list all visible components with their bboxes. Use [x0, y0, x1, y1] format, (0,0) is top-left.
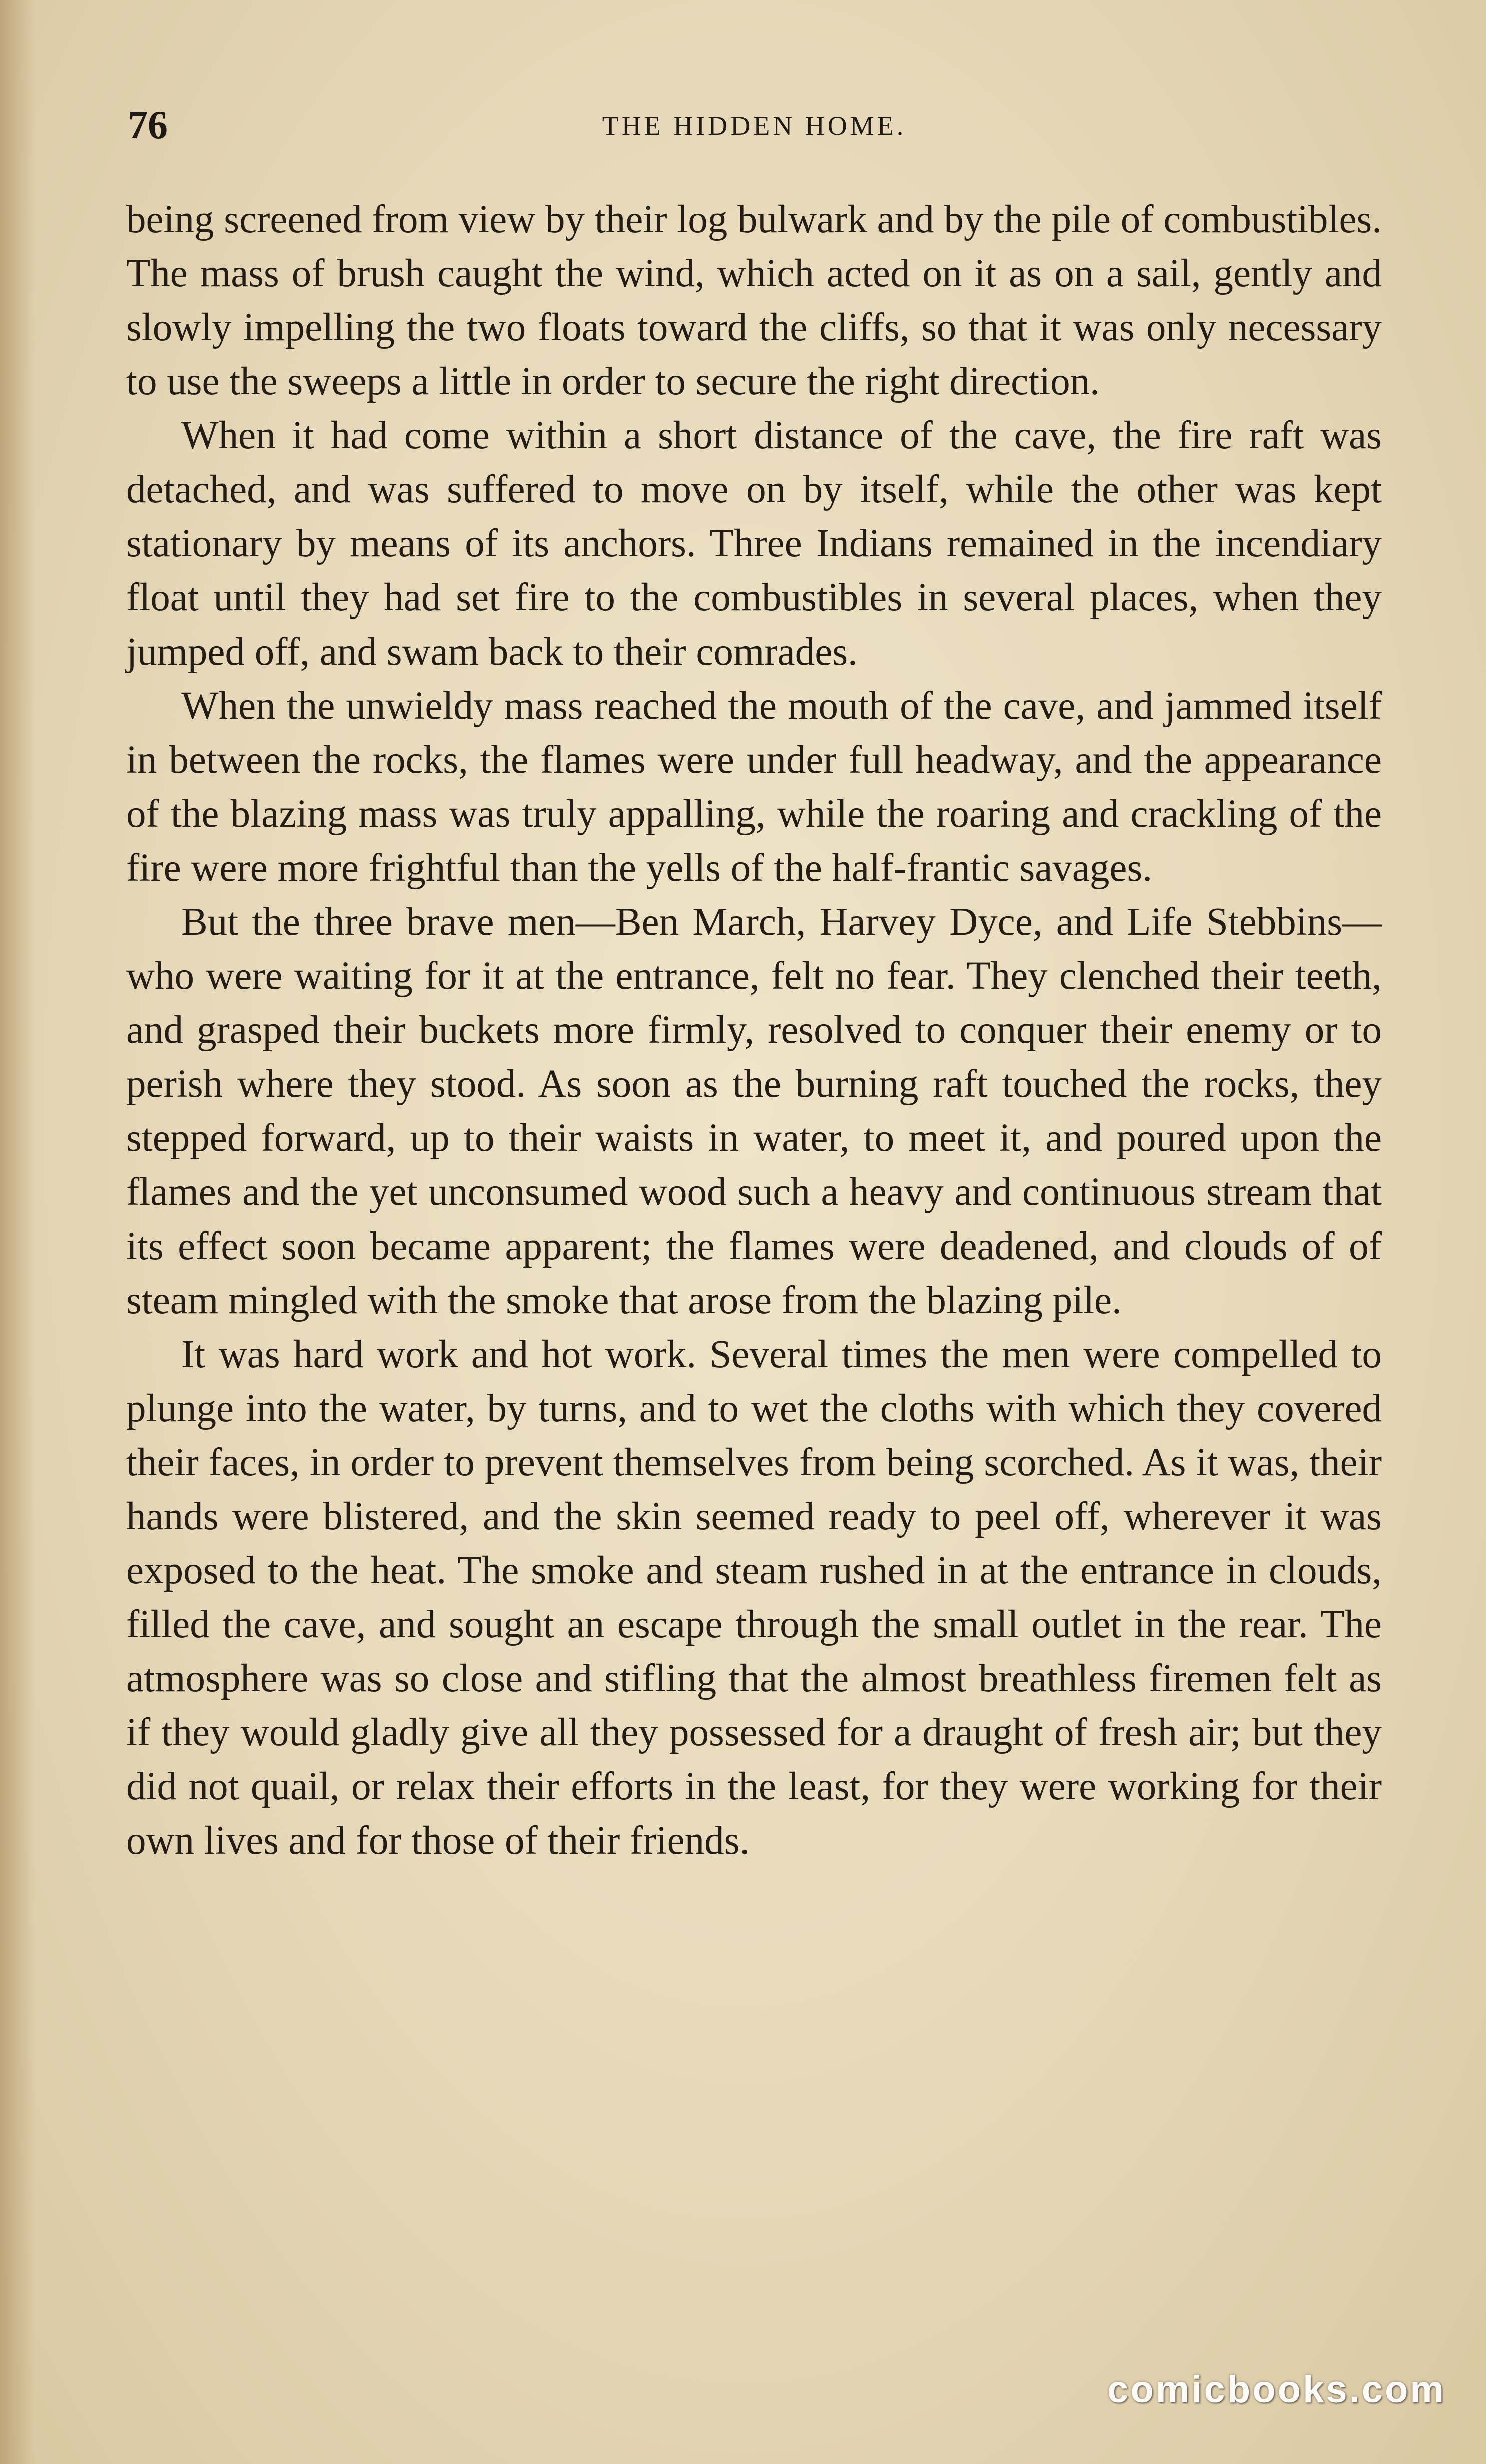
paragraph-2: When it had come within a short distance of the cave, the fire raft was detached, and was suffered to move on by itself, while the other was kept stationary by means of its anchors. Three Indians remained in the incendiary float until they had set fire to the combustibles in several places, when they jumped off, and swam back to their comrades. — [126, 414, 1382, 674]
running-head: THE HIDDEN HOME. — [602, 111, 907, 141]
paragraph-5: It was hard work and hot work. Several times the men were compelled to plunge into the water, by turns, and to wet the cloths with which they covered their faces, in order to prevent themselves from being scorched. As it was, their hands were blistered, and the skin seemed ready to peel off, wherever it was exposed to the heat. The smoke and steam rushed in at the entrance in clouds, filled the cave, and sought an escape through the small outlet in the rear. The atmosphere was so close and stifling that the almost breathless firemen felt as if they would gladly give all they possessed for a draught of fresh air; but they did not quail, or relax their efforts in the least, for they were working for their own lives and for those of their friends. — [126, 1333, 1382, 1863]
paragraph-1: being screened from view by their log bulwark and by the pile of combustibles. The mass of brush caught the wind, which acted on it as on a sail, gently and slowly impelling the two floats toward the cliffs, so that it was only necessary to use the sweeps a little in order to secure the right direction. — [126, 198, 1382, 403]
page-number: 76 — [128, 103, 168, 147]
paragraph-4: But the three brave men—Ben March, Harvey Dyce, and Life Stebbins—who were waiting for it at the entrance, felt no fear. They clenched their teeth, and grasped their buckets more firmly, resolved to conquer their enemy or to perish where they stood. As soon as the burning raft touched the rocks, they stepped forward, up to their waists in water, to meet it, and poured upon the flames and the yet unconsumed wood such a heavy and continuous stream that its effect soon became apparent; the flames were deadened, and clouds of of steam mingled with the smoke that arose from the blazing pile. — [126, 900, 1382, 1322]
page-edge-shadow — [0, 0, 35, 2464]
body-text — [126, 193, 1382, 1868]
page-header — [128, 103, 1381, 148]
watermark: comicbooks.com — [1107, 2368, 1446, 2411]
paragraph-3: When the unwieldy mass reached the mouth of the cave, and jammed itself in between the rocks, the flames were under full headway, and the appearance of the blazing mass was truly appalling, while the roaring and crackling of the fire were more frightful than the yells of the half-frantic savages. — [126, 684, 1382, 890]
